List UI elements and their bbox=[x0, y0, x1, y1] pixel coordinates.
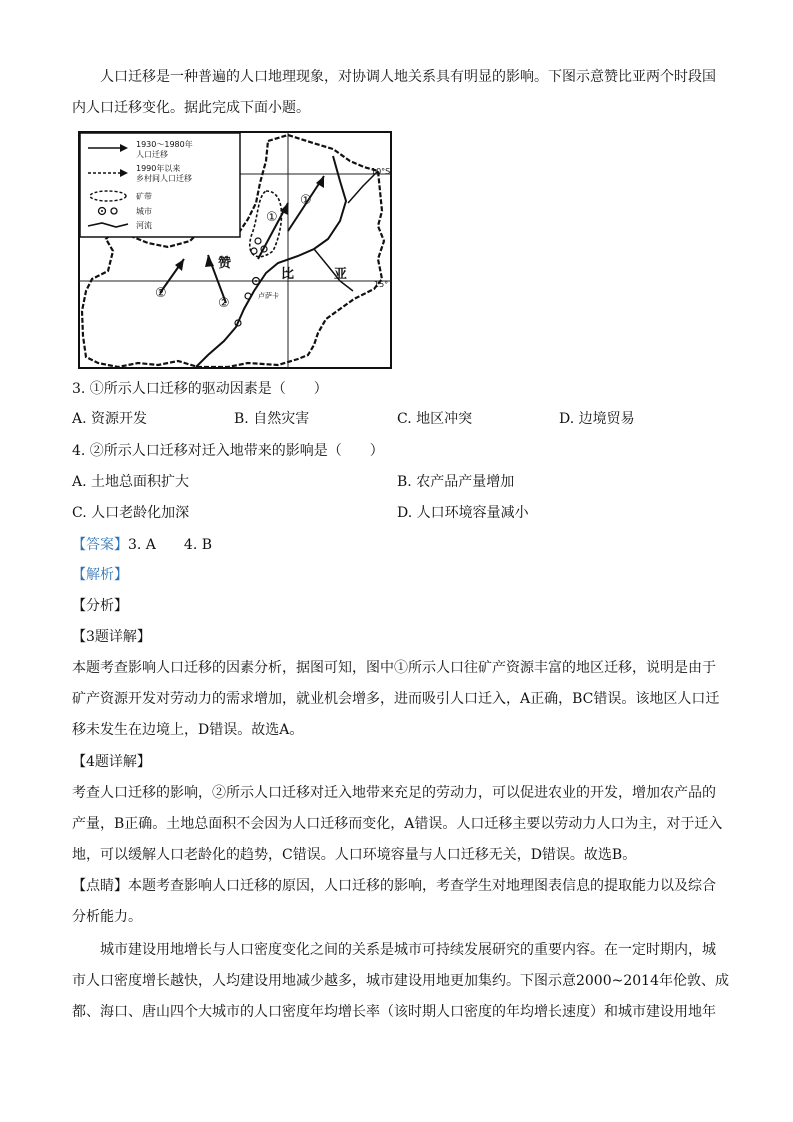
q4-option-b[interactable]: B. 农产品产量增加 bbox=[397, 474, 515, 490]
q4-option-a[interactable]: A. 土地总面积扩大 bbox=[72, 474, 190, 490]
d3-line3: 移未发生在边境上，D错误。故选A。 bbox=[72, 722, 304, 738]
intro1-line2: 内人口迁移变化。据此完成下面小题。 bbox=[72, 100, 310, 116]
answer-text: 3. A 4. B bbox=[128, 537, 213, 553]
q3-option-d[interactable]: D. 边境贸易 bbox=[559, 411, 635, 427]
d3-heading: 【3题详解】 bbox=[72, 629, 151, 645]
d4-line2: 产量，B正确。土地总面积不会因为人口迁移而变化，A错误。人口迁移主要以劳动力人口为主，对于迁入 bbox=[72, 816, 723, 832]
q3-option-c[interactable]: C. 地区冲突 bbox=[397, 411, 473, 427]
legend-item4: 城市 bbox=[136, 207, 152, 216]
marker-2a: ② bbox=[155, 286, 167, 301]
country-char-2: 比 bbox=[281, 267, 295, 282]
lat-10s: 10°S bbox=[371, 167, 391, 176]
q4-option-d[interactable]: D. 人口环境容量减小 bbox=[397, 505, 529, 521]
legend-item1-line2: 人口迁移 bbox=[136, 150, 168, 159]
legend-item1-line1: 1930～1980年 bbox=[136, 140, 193, 149]
q3-stem: 3. ①所示人口迁移的驱动因素是（ ） bbox=[72, 381, 328, 397]
q3-option-a[interactable]: A. 资源开发 bbox=[72, 411, 148, 427]
d4-heading: 【4题详解】 bbox=[72, 754, 151, 770]
marker-1b: ① bbox=[266, 210, 278, 225]
answer-tag: 【答案】 bbox=[72, 537, 128, 553]
country-char-3: 亚 bbox=[334, 267, 348, 282]
jiexi-heading: 【解析】 bbox=[72, 567, 128, 583]
q3-option-b[interactable]: B. 自然灾害 bbox=[234, 411, 310, 427]
q4-option-c[interactable]: C. 人口老龄化加深 bbox=[72, 505, 190, 521]
dianjing-line2: 分析能力。 bbox=[72, 909, 142, 925]
country-char-1: 赞 bbox=[218, 256, 232, 271]
fenxi-heading: 【分析】 bbox=[72, 598, 128, 614]
city-label: 卢萨卡 bbox=[258, 292, 279, 300]
legend-item2-line1: 1990年以来 bbox=[136, 164, 181, 173]
q4-stem: 4. ②所示人口迁移对迁入地带来的影响是（ ） bbox=[72, 443, 384, 459]
d3-line2: 矿产资源开发对劳动力的需求增加，就业机会增多，进而吸引人口迁入，A正确，BC错误。该地区人口迁 bbox=[72, 691, 720, 707]
d4-line1: 考查人口迁移的影响，②所示人口迁移对迁入地带来充足的劳动力，可以促进农业的开发，增加农产品的 bbox=[72, 785, 716, 801]
marker-2b: ② bbox=[218, 296, 230, 311]
dianjing-line1: 【点睛】本题考查影响人口迁移的原因，人口迁移的影响，考查学生对地理图表信息的提取能力以及综合 bbox=[72, 878, 716, 894]
lat-15: 15° bbox=[374, 280, 389, 289]
intro2-line2: 市人口密度增长越快，人均建设用地减少越多，城市建设用地更加集约。下图示意2000~2014年伦敦、成 bbox=[72, 973, 729, 989]
intro1-line1: 人口迁移是一种普遍的人口地理现象，对协调人地关系具有明显的影响。下图示意赞比亚两个时段国 bbox=[100, 69, 716, 85]
legend-item3: 矿带 bbox=[136, 192, 152, 201]
intro2-line1: 城市建设用地增长与人口密度变化之间的关系是城市可持续发展研究的重要内容。在一定时期内，城 bbox=[100, 942, 716, 958]
zambia-migration-map bbox=[78, 131, 392, 369]
d4-line3: 地，可以缓解人口老龄化的趋势，C错误。人口环境容量与人口迁移无关，D错误。故选B。 bbox=[72, 847, 637, 863]
legend-item5: 河流 bbox=[136, 221, 152, 230]
answer-line bbox=[72, 535, 212, 555]
legend-item2-line2: 乡村间人口迁移 bbox=[136, 174, 192, 183]
d3-line1: 本题考查影响人口迁移的因素分析，据图可知，图中①所示人口往矿产资源丰富的地区迁移，说明是由于 bbox=[72, 660, 716, 676]
intro2-line3: 都、海口、唐山四个大城市的人口密度年均增长率（该时期人口密度的年均增长速度）和城市建设用地年 bbox=[72, 1004, 716, 1020]
marker-1a: ① bbox=[300, 193, 312, 208]
